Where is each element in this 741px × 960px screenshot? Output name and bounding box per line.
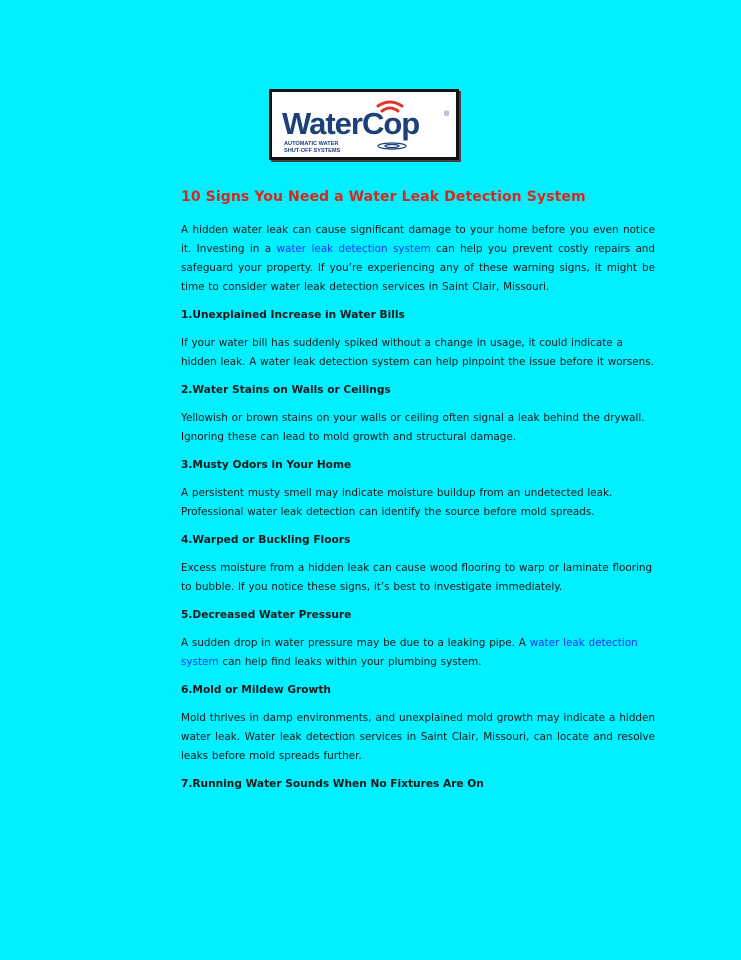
section-heading-3: 3.Musty Odors in Your Home xyxy=(181,459,352,471)
section-5-text-2: can help find leaks within your plumbing system. xyxy=(218,656,482,668)
article-title: 10 Signs You Need a Water Leak Detection System xyxy=(181,189,586,205)
section-body-3: A persistent musty smell may indicate moisture buildup from an undetected leak. Professional water leak detection can identify the source before mold spreads. xyxy=(181,487,613,518)
intro-link[interactable]: water leak detection system xyxy=(276,243,431,255)
section-heading-7: 7.Running Water Sounds When No Fixtures Are On xyxy=(181,778,484,790)
section-body-5 xyxy=(181,634,655,672)
section-body-1: If your water bill has suddenly spiked without a change in usage, it could indicate a hidden leak. A water leak detection system can help pinpoint the issue before it worsens. xyxy=(181,337,654,368)
section-heading-6: 6.Mold or Mildew Growth xyxy=(181,684,331,696)
section-body-2: Yellowish or brown stains on your walls or ceiling often signal a leak behind the drywall. Ignoring these can lead to mold growth and structural damage. xyxy=(181,412,645,443)
intro-text-2: can help you prevent costly repairs and safeguard your property. If you’re experiencing any of these warning signs, it might be time to consider water leak detection services in Saint Clair, Missouri. xyxy=(181,243,655,293)
section-5-text-1: A sudden drop in water pressure may be due to a leaking pipe. A xyxy=(181,637,530,649)
logo-registered-mark: ® xyxy=(444,111,450,118)
logo-tagline-1: AUTOMATIC WATER xyxy=(284,141,339,147)
logo-graphic xyxy=(272,92,456,157)
section-heading-2: 2.Water Stains on Walls or Ceilings xyxy=(181,384,391,396)
section-heading-5: 5.Decreased Water Pressure xyxy=(181,609,352,621)
section-heading-4: 4.Warped or Buckling Floors xyxy=(181,534,351,546)
article xyxy=(181,189,655,791)
logo-brand-text: WaterCop xyxy=(282,106,420,141)
logo-tagline-2: SHUT-OFF SYSTEMS xyxy=(284,148,341,154)
section-5-link[interactable]: water leak detection system xyxy=(181,637,638,668)
section-heading-1: 1.Unexplained Increase in Water Bills xyxy=(181,309,405,321)
watercop-logo xyxy=(269,89,459,160)
section-body-6: Mold thrives in damp environments, and unexplained mold growth may indicate a hidden water leak. Water leak detection services in Saint Clair, Missouri, can locate and resolve leaks before mold spreads further. xyxy=(181,712,655,762)
intro-text-1: A hidden water leak can cause significant damage to your home before you even notice it. Investing in a xyxy=(181,224,655,255)
intro-paragraph xyxy=(181,221,655,297)
section-body-4: Excess moisture from a hidden leak can cause wood flooring to warp or laminate flooring to bubble. If you notice these signs, it’s best to investigate immediately. xyxy=(181,562,653,593)
